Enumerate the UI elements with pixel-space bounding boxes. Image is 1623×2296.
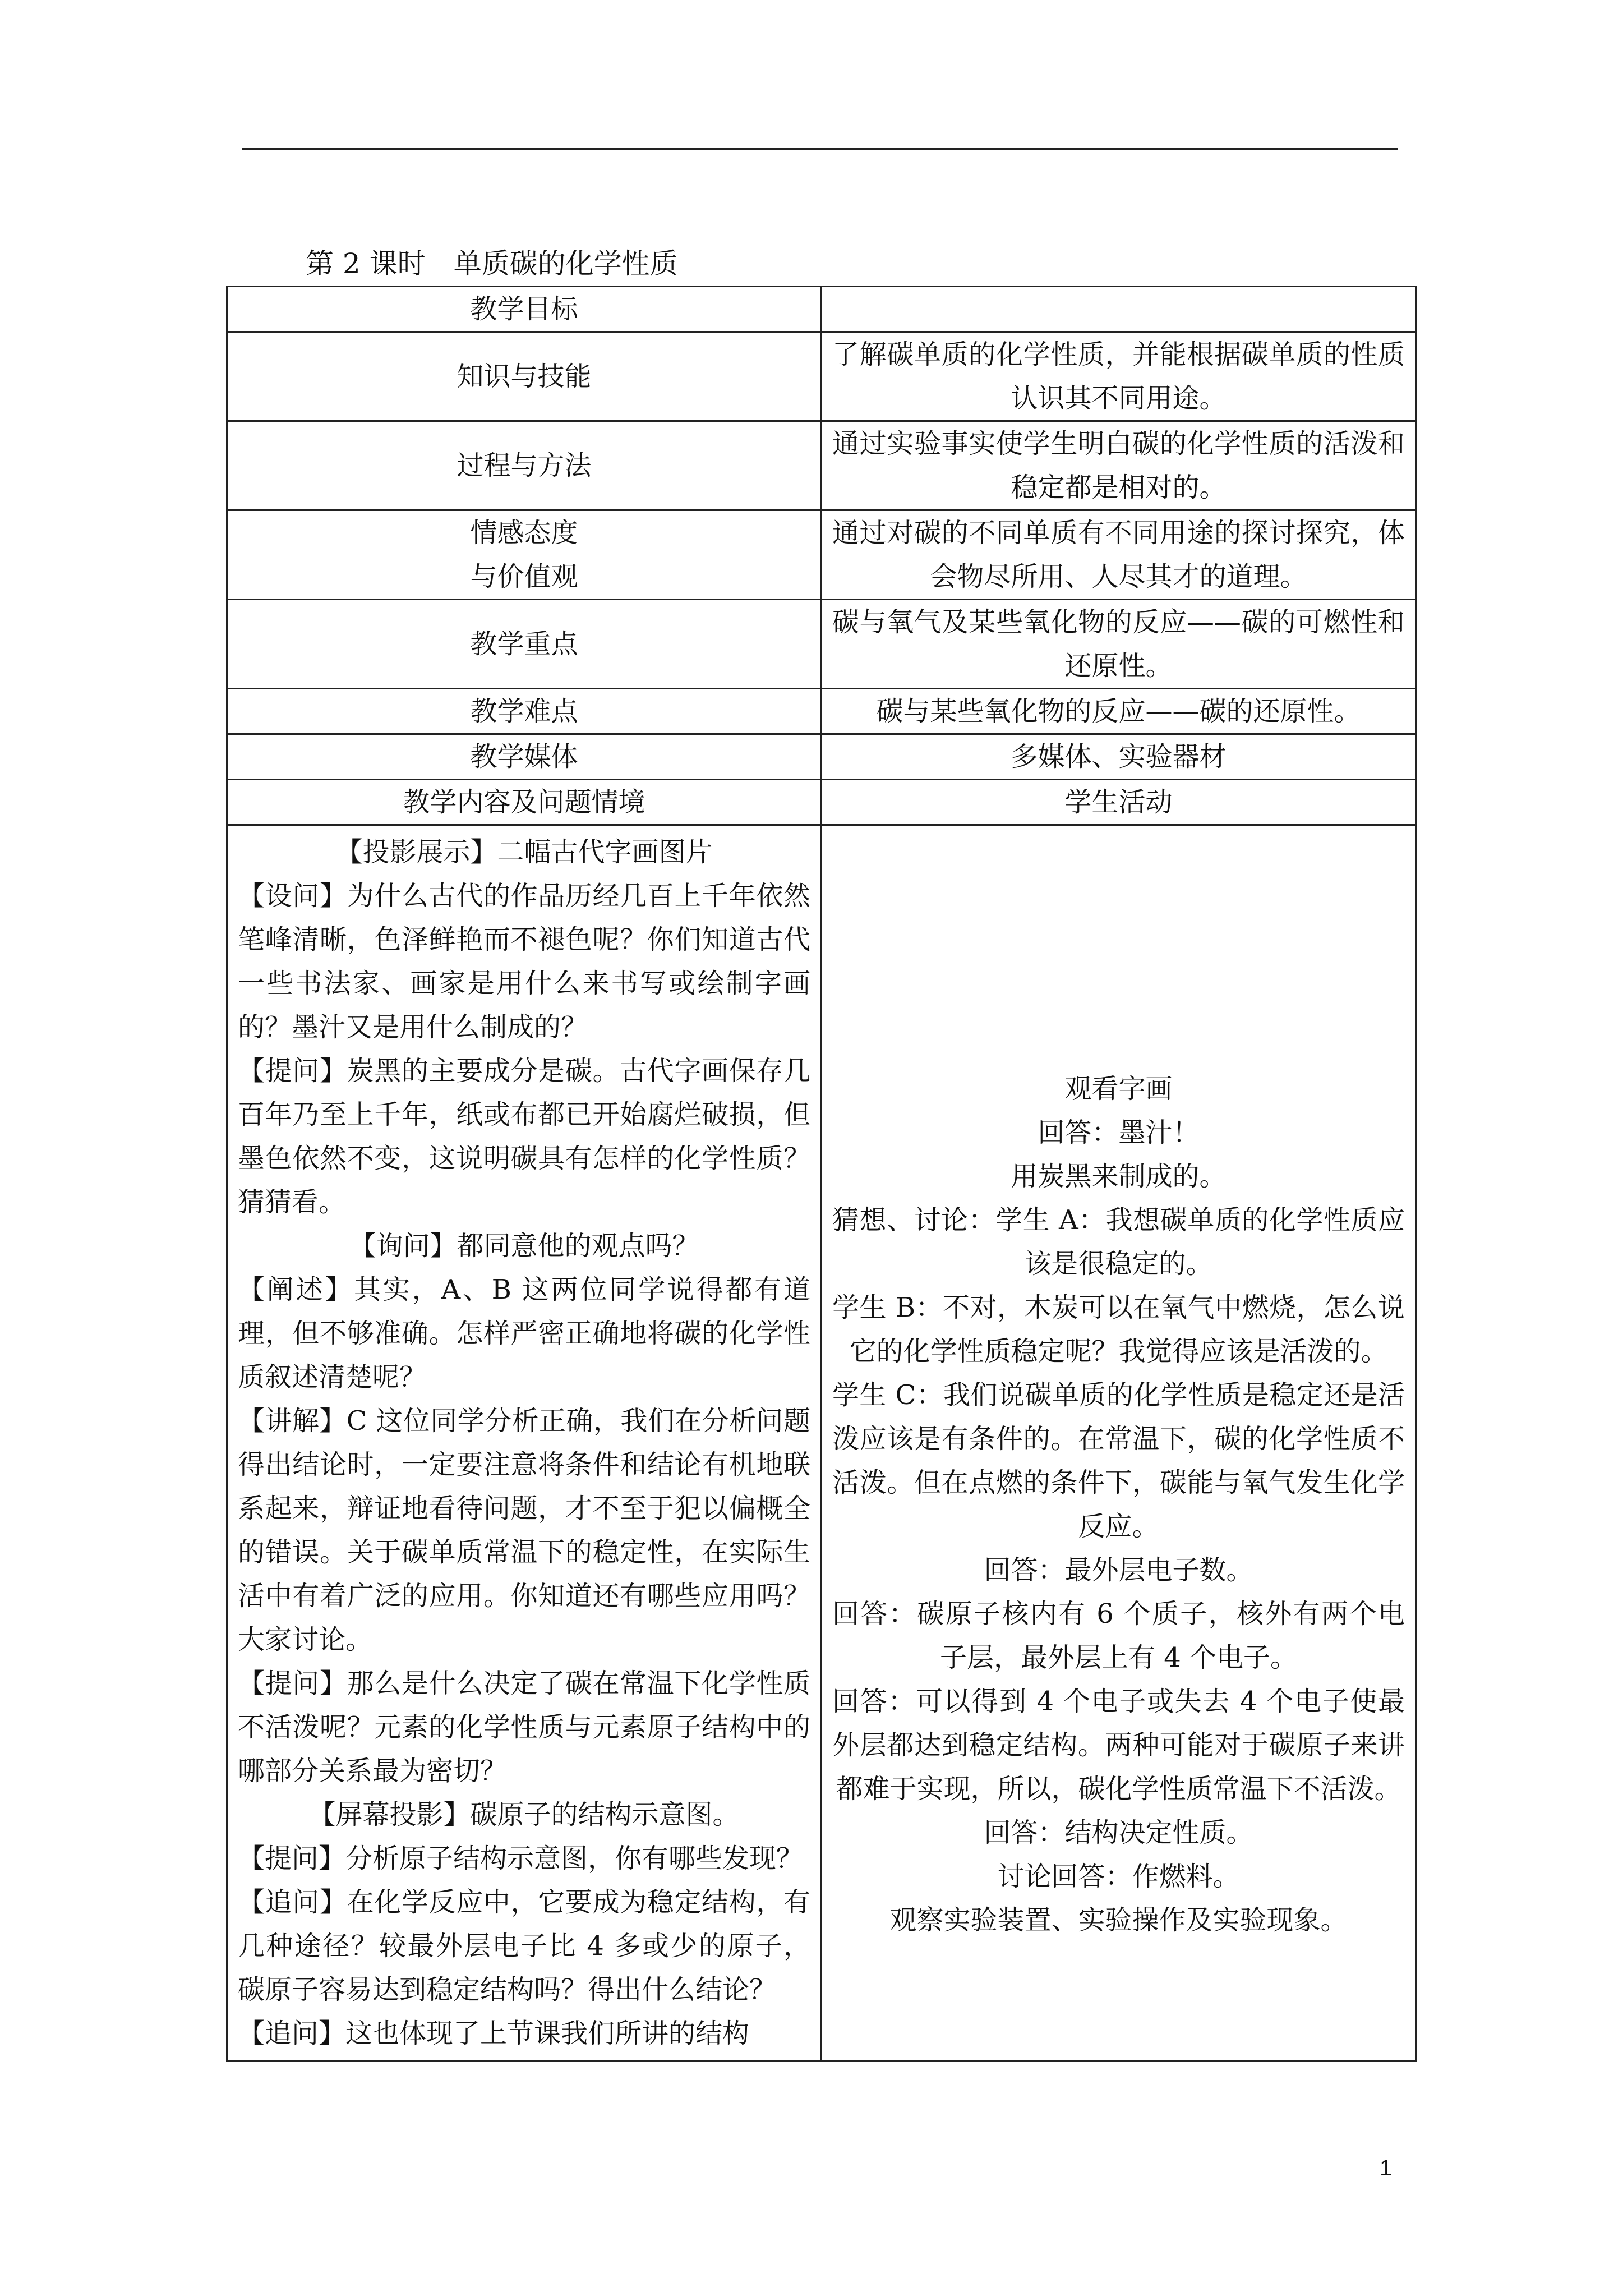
content-paragraph: 【投影展示】二幅古代字画图片: [335, 836, 713, 868]
column-header-activity: 学生活动: [822, 780, 1416, 825]
row-label: 过程与方法: [227, 421, 822, 510]
content-paragraph: 【追问】在化学反应中，它要成为稳定结构，有几种途径？较最外层电子比 4 多或少的原子，碳原子容易达到稳定结构吗？得出什么结论？: [238, 1887, 810, 2005]
lesson-title: 第 2 课时 单质碳的化学性质: [306, 247, 678, 280]
header-rule: [242, 148, 1398, 150]
table-row: [227, 689, 1416, 734]
content-paragraph: 【提问】分析原子结构示意图，你有哪些发现？: [238, 1843, 804, 1874]
row-label: 情感态度 与价值观: [227, 510, 822, 600]
row-value: 了解碳单质的化学性质，并能根据碳单质的性质认识其不同用途。: [822, 332, 1416, 421]
activity-paragraph: 回答：可以得到 4 个电子或失去 4 个电子使最外层都达到稳定结构。两种可能对于碳原子来讲都难于实现，所以，碳化学性质常温下不活泼。: [832, 1686, 1405, 1805]
content-paragraph: 【询问】都同意他的观点吗？: [349, 1230, 699, 1262]
table-row: [227, 421, 1416, 510]
content-paragraph: 【屏幕投影】碳原子的结构示意图。: [308, 1799, 740, 1830]
activity-paragraph: 讨论回答：作燃料。: [997, 1861, 1240, 1892]
objectives-value: [822, 287, 1416, 332]
table-header-row: [227, 780, 1416, 825]
student-activity-cell: [822, 825, 1416, 2061]
content-paragraph: 【设问】为什么古代的作品历经几百上千年依然笔峰清晰，色泽鲜艳而不褪色呢？你们知道古代一些书法家、画家是用什么来书写或绘制字画的？墨汁又是用什么制成的？: [238, 880, 810, 1043]
row-value: 多媒体、实验器材: [822, 734, 1416, 780]
column-header-content: 教学内容及问题情境: [227, 780, 822, 825]
table-row: [227, 332, 1416, 421]
row-label: 知识与技能: [227, 332, 822, 421]
table-row: [227, 510, 1416, 600]
activity-paragraph: 回答：碳原子核内有 6 个质子，核外有两个电子层，最外层上有 4 个电子。: [832, 1598, 1405, 1673]
table-row: [227, 287, 1416, 332]
activity-paragraph: 学生 B：不对，木炭可以在氧气中燃烧，怎么说它的化学性质稳定呢？我觉得应该是活泼的。: [832, 1292, 1405, 1367]
activity-paragraph: 回答：最外层电子数。: [984, 1554, 1253, 1586]
page-number: 1: [1380, 2156, 1393, 2180]
activity-paragraph: 观察实验装置、实验操作及实验现象。: [889, 1904, 1348, 1936]
teaching-content-cell: [227, 825, 822, 2061]
activity-paragraph: 猜想、讨论：学生 A：我想碳单质的化学性质应该是很稳定的。: [832, 1204, 1405, 1280]
content-paragraph: 【提问】那么是什么决定了碳在常温下化学性质不活泼呢？元素的化学性质与元素原子结构中的哪部分关系最为密切？: [238, 1668, 810, 1787]
activity-paragraph: 回答：墨汁！: [1038, 1117, 1200, 1148]
objectives-label: 教学目标: [227, 287, 822, 332]
table-row: [227, 825, 1416, 2061]
row-value: 碳与氧气及某些氧化物的反应——碳的可燃性和还原性。: [822, 600, 1416, 689]
activity-paragraph: 学生 C：我们说碳单质的化学性质是稳定还是活泼应该是有条件的。在常温下，碳的化学性质不活泼。但在点燃的条件下，碳能与氧气发生化学反应。: [832, 1379, 1405, 1542]
content-paragraph: 【提问】炭黑的主要成分是碳。古代字画保存几百年乃至上千年，纸或布都已开始腐烂破损，但墨色依然不变，这说明碳具有怎样的化学性质？猜猜看。: [238, 1055, 810, 1218]
activity-paragraph: 观看字画: [1064, 1073, 1173, 1105]
row-value: 通过实验事实使学生明白碳的化学性质的活泼和稳定都是相对的。: [822, 421, 1416, 510]
row-value: 通过对碳的不同单质有不同用途的探讨探究，体会物尽所用、人尽其才的道理。: [822, 510, 1416, 600]
activity-paragraph: 用炭黑来制成的。: [1011, 1161, 1227, 1192]
row-label: 教学重点: [227, 600, 822, 689]
row-label: 教学难点: [227, 689, 822, 734]
activity-paragraph: 回答：结构决定性质。: [984, 1817, 1253, 1848]
row-label: 教学媒体: [227, 734, 822, 780]
lesson-plan-table: [226, 286, 1417, 2062]
content-paragraph: 【阐述】其实，A、B 这两位同学说得都有道理，但不够准确。怎样严密正确地将碳的化学性质叙述清楚呢？: [238, 1274, 810, 1393]
table-row: [227, 734, 1416, 780]
row-value: 碳与某些氧化物的反应——碳的还原性。: [822, 689, 1416, 734]
table-row: [227, 600, 1416, 689]
content-paragraph: 【讲解】C 这位同学分析正确，我们在分析问题得出结论时，一定要注意将条件和结论有机地联系起来，辩证地看待问题，才不至于犯以偏概全的错误。关于碳单质常温下的稳定性，在实际生活中有着广泛的应用。你知道还有哪些应用吗？大家讨论。: [238, 1405, 810, 1655]
content-paragraph: 【追问】这也体现了上节课我们所讲的结构: [238, 2018, 750, 2049]
